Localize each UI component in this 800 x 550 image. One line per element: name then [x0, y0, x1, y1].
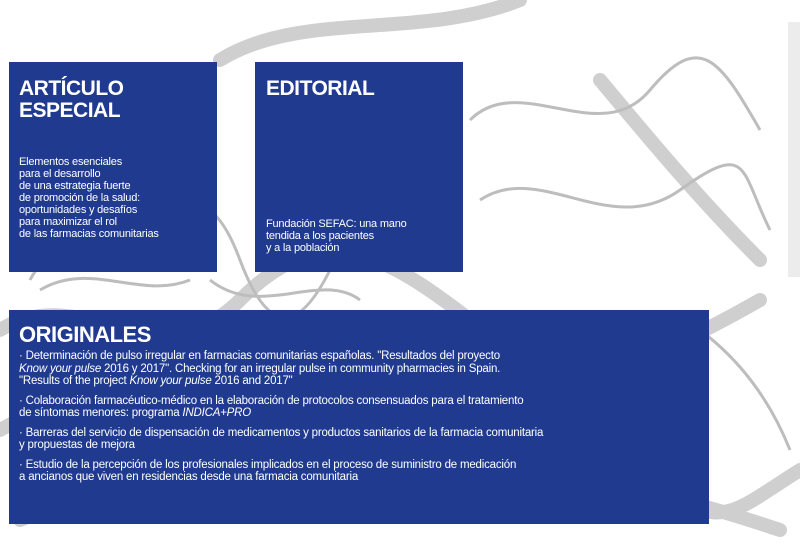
body-line: Elementos esenciales [19, 156, 123, 168]
project-name: Know your pulse [129, 375, 212, 387]
item-line: y propuestas de mejora [19, 439, 135, 451]
item-line: · Estudio de la percepción de los profesionales implicados en el proceso de suministro de medicación [19, 458, 517, 471]
original-article-item [19, 427, 699, 452]
side-strip [788, 22, 800, 277]
body-line: y a la población [266, 242, 340, 254]
originales-panel [9, 310, 709, 524]
item-text: 2016 and 2017" [211, 375, 293, 387]
body-line: Fundación SEFAC: una mano [266, 218, 407, 230]
articulo-especial-panel [9, 62, 217, 272]
item-text: de síntomas menores: programa [19, 407, 183, 419]
body-line: oportunidades y desafíos [19, 204, 138, 216]
item-line: a ancianos que viven en residencias desde una farmacia comunitaria [19, 471, 359, 483]
original-article-item [19, 395, 699, 420]
item-line: · Barreras del servicio de dispensación de medicamentos y productos sanitarios de la farmacia comunitaria [19, 426, 544, 439]
editorial-title: EDITORIAL [266, 77, 375, 100]
articulo-especial-body [19, 156, 209, 240]
editorial-panel [255, 62, 463, 272]
articulo-especial-title [19, 78, 207, 122]
item-text: "Results of the project [19, 375, 130, 387]
item-line [19, 363, 699, 376]
body-line: para maximizar el rol [19, 216, 117, 228]
original-article-item [19, 459, 699, 484]
originales-title: ORIGINALES [19, 322, 151, 347]
item-line: · Colaboración farmacéutico-médico en la elaboración de protocolos consensuados para el tratamiento [19, 394, 524, 407]
body-line: de las farmacias comunitarias [19, 228, 159, 240]
project-name: Know your pulse [19, 362, 102, 375]
title-line: ESPECIAL [19, 99, 121, 122]
original-article-item [19, 350, 699, 388]
program-name: INDICA+PRO [182, 407, 252, 419]
body-line: para el desarrollo [19, 168, 101, 180]
item-text: 2016 y 2017". Checking for an irregular pulse in community pharmacies in Spain. [101, 362, 501, 375]
body-line: de promoción de la salud: [19, 192, 140, 204]
editorial-body [266, 218, 456, 254]
body-line: tendida a los pacientes [266, 230, 374, 242]
item-line [19, 407, 699, 420]
body-line: de una estrategia fuerte [19, 180, 131, 192]
item-line [19, 375, 699, 388]
item-line: · Determinación de pulso irregular en farmacias comunitarias españolas. "Resultados del proyecto [19, 350, 500, 362]
title-line: ARTÍCULO [19, 77, 124, 100]
